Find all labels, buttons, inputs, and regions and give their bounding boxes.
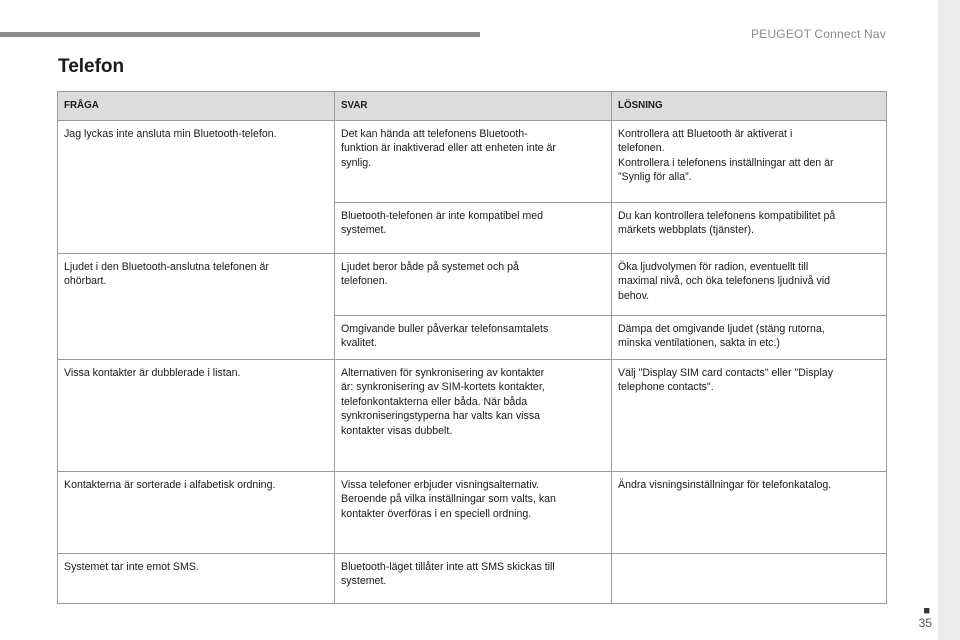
- table-row: [58, 360, 887, 472]
- table-header-row: [58, 92, 887, 121]
- page-edge-strip: [938, 0, 960, 640]
- question-cell: Kontakterna är sorterade i alfabetisk ordning.: [58, 472, 335, 554]
- table-row: [58, 121, 887, 203]
- answer-cell: Alternativen för synkronisering av kontakter är: synkronisering av SIM-kortets kontakter, telefonkontakterna eller båda. När båda synkroniseringstyperna har valts kan vissa kontakter visas dubbelt.: [335, 360, 612, 472]
- page-title: Telefon: [58, 56, 125, 77]
- table-row: [58, 554, 887, 604]
- question-cell: Systemet tar inte emot SMS.: [58, 554, 335, 604]
- solution-cell: [612, 554, 887, 604]
- troubleshooting-table: [57, 91, 887, 604]
- solution-cell: Välj "Display SIM card contacts" eller "Display telephone contacts".: [612, 360, 887, 472]
- column-header-answer: SVAR: [335, 92, 612, 121]
- answer-cell: Ljudet beror både på systemet och på telefonen.: [335, 254, 612, 316]
- solution-cell: Du kan kontrollera telefonens kompatibilitet på märkets webbplats (tjänster).: [612, 203, 887, 254]
- solution-cell: Dämpa det omgivande ljudet (stäng rutorna, minska ventilationen, sakta in etc.): [612, 316, 887, 360]
- column-header-solution: LÖSNING: [612, 92, 887, 121]
- solution-cell: Kontrollera att Bluetooth är aktiverat i telefonen. Kontrollera i telefonens inställningar att den är ”Synlig för alla”.: [612, 121, 887, 203]
- brand-label: PEUGEOT Connect Nav: [751, 27, 886, 41]
- table-row: [58, 472, 887, 554]
- question-cell: Jag lyckas inte ansluta min Bluetooth-telefon.: [58, 121, 335, 254]
- answer-cell: Bluetooth-läget tillåter inte att SMS skickas till systemet.: [335, 554, 612, 604]
- question-cell: Ljudet i den Bluetooth-anslutna telefonen är ohörbart.: [58, 254, 335, 360]
- chapter-marker: ■: [923, 605, 930, 617]
- solution-cell: Öka ljudvolymen för radion, eventuellt till maximal nivå, och öka telefonens ljudnivå vid behov.: [612, 254, 887, 316]
- answer-cell: Bluetooth-telefonen är inte kompatibel med systemet.: [335, 203, 612, 254]
- column-header-question: FRÅGA: [58, 92, 335, 121]
- answer-cell: Omgivande buller påverkar telefonsamtalets kvalitet.: [335, 316, 612, 360]
- table-row: [58, 254, 887, 316]
- answer-cell: Det kan hända att telefonens Bluetooth- funktion är inaktiverad eller att enheten inte är synlig.: [335, 121, 612, 203]
- solution-cell: Ändra visningsinställningar för telefonkatalog.: [612, 472, 887, 554]
- question-cell: Vissa kontakter är dubblerade i listan.: [58, 360, 335, 472]
- answer-cell: Vissa telefoner erbjuder visningsalternativ. Beroende på vilka inställningar som valts, kan kontakter överföras i en speciell ordning.: [335, 472, 612, 554]
- page-number: 35: [918, 616, 932, 630]
- header-rule: [0, 32, 480, 37]
